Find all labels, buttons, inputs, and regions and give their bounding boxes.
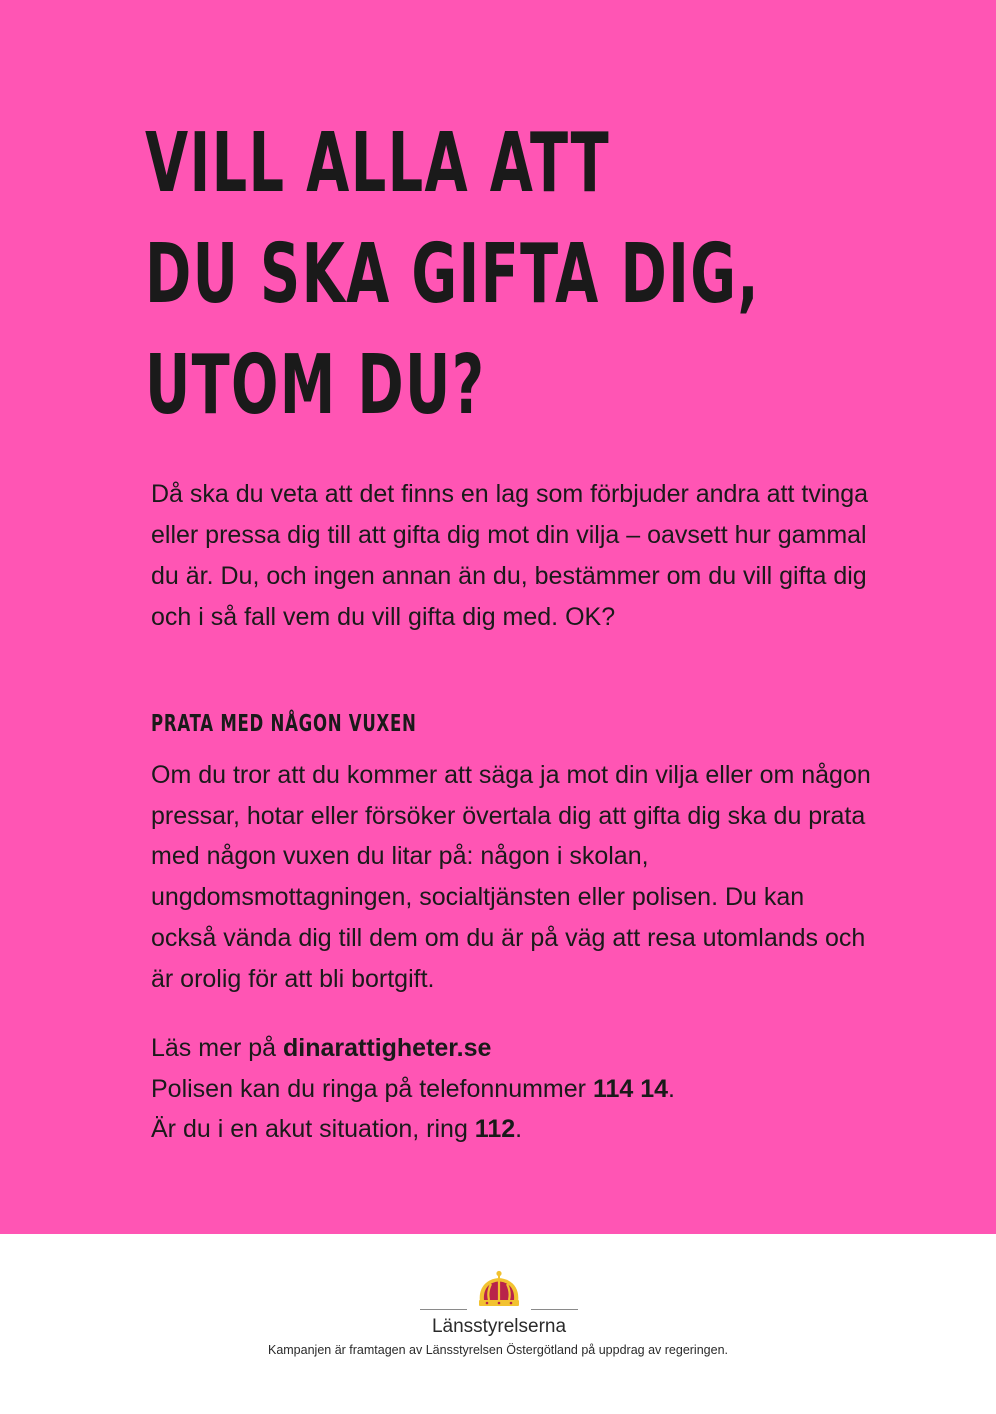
emergency-line: Är du i en akut situation, ring 112.	[151, 1115, 523, 1144]
logo-rule-left	[420, 1309, 467, 1310]
police-line: Polisen kan du ringa på telefonnummer 114 14.	[151, 1074, 675, 1103]
footer-note: Kampanjen är framtagen av Länsstyrelsen Östergötland på uppdrag av regeringen.	[267, 1343, 728, 1357]
lansstyrelserna-logo	[420, 1270, 578, 1340]
intro-paragraph: Då ska du veta att det finns en lag som förbjuder andra att tvinga eller pressa dig till att gifta dig mot din vilja – oavsett hur gammal du är. Du, och ingen annan än du, bestämmer om du vill gifta dig och i så fall vem du vill gifta dig med. OK?	[151, 480, 869, 631]
crown-icon	[474, 1270, 524, 1310]
read-more-line: Läs mer på dinarattigheter.se	[151, 1034, 492, 1062]
headline-line-3: UTOM DU?	[145, 338, 486, 433]
emergency-number: 112	[474, 1115, 516, 1144]
headline-line-2: DU SKA GIFTA DIG,	[145, 227, 760, 322]
body-paragraph: Om du tror att du kommer att säga ja mot din vilja eller om någon pressar, hotar eller försöker övertala dig att gifta dig ska du prata med någon vuxen du litar på: någon i skolan, ungdomsmottagningen, socialtjänsten eller polisen. Du kan också vända dig till dem om du är på väg att resa utomlands och är orolig för att bli bortgift.	[151, 761, 871, 993]
contact-info	[151, 1028, 871, 1150]
logo-rule-right	[531, 1309, 578, 1310]
logo-text: Länsstyrelserna	[431, 1316, 567, 1337]
headline-line-1: VILL ALLA ATT	[145, 116, 611, 211]
police-number: 114 14	[592, 1074, 669, 1103]
website-link[interactable]: dinarattigheter.se	[283, 1034, 492, 1062]
subheading: PRATA MED NÅGON VUXEN	[151, 711, 417, 737]
headline	[145, 108, 760, 441]
